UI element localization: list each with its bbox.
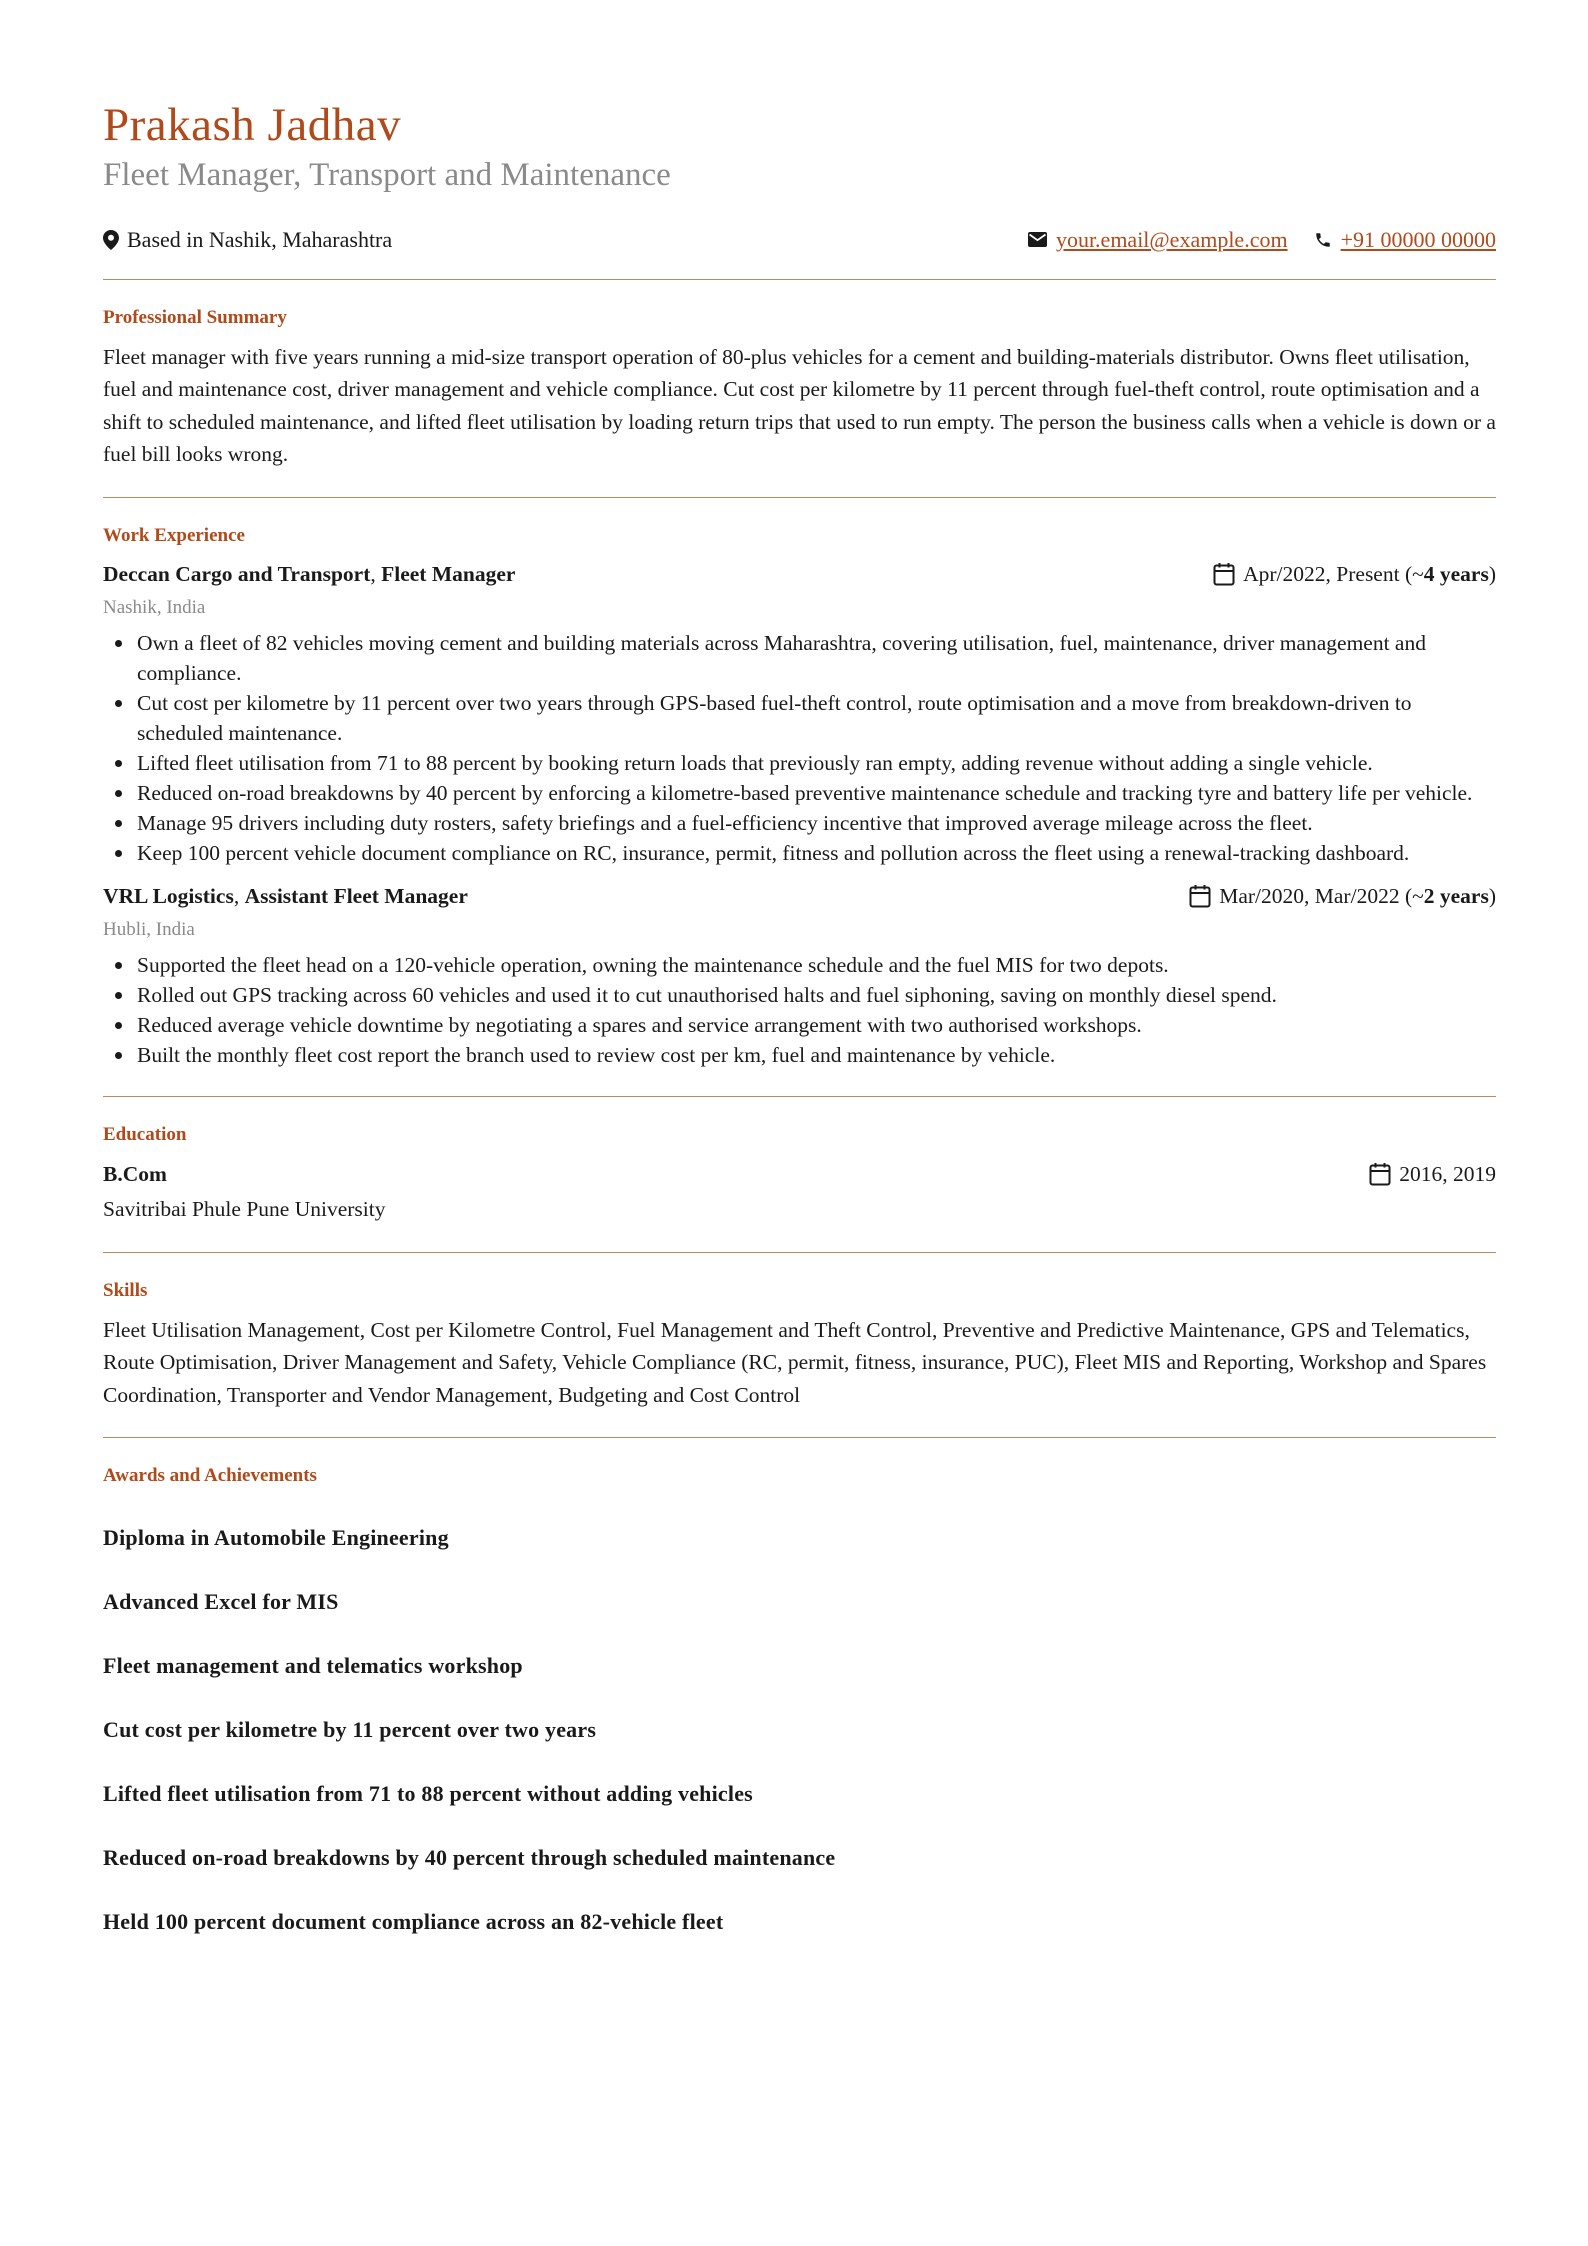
education-dates: [1369, 1158, 1496, 1190]
job-company: Deccan Cargo and Transport: [103, 562, 371, 587]
job-date-range: Apr/2022, Present (~: [1243, 562, 1424, 587]
list-item: Own a fleet of 82 vehicles moving cement and building materials across Maharashtra, covering utilisation, fuel, maintenance, driver management and compliance.: [103, 628, 1496, 688]
candidate-title: Fleet Manager, Transport and Maintenance: [103, 157, 671, 194]
job-duration: 2 years: [1423, 884, 1489, 909]
skills-text: Fleet Utilisation Management, Cost per Kilometre Control, Fuel Management and Theft Control, Preventive and Predictive Maintenance, GPS and Telematics, Route Optimisation, Driver Management and Safety, Vehicle Compliance (RC, permit, fitness, insurance, PUC), Fleet MIS and Reporting, Workshop and Spares Coordination, Transporter and Vendor Management, Budgeting and Cost Control: [103, 1317, 1487, 1407]
section-heading: Skills: [103, 1280, 148, 1301]
contact-row: [103, 227, 1496, 253]
location-item: [103, 227, 392, 253]
job-entry: [103, 558, 1496, 868]
summary-text: Fleet manager with five years running a mid-size transport operation of 80-plus vehicles for a cement and building-materials distributor. Owns fleet utilisation, fuel and maintenance cost, driver management and vehicle compliance. Cut cost per kilometre by 11 percent through fuel-theft control, route optimisation and a shift to scheduled maintenance, and lifted fleet utilisation by loading return trips that used to run empty. The person the business calls when a vehicle is down or a fuel bill looks wrong.: [103, 344, 1496, 467]
award-item: Fleet management and telematics workshop: [103, 1652, 523, 1678]
summary-section: [103, 280, 1496, 471]
calendar-icon: [1189, 884, 1211, 908]
candidate-name: Prakash Jadhav: [103, 99, 402, 151]
job-header: [103, 558, 1496, 590]
list-item: Keep 100 percent vehicle document compliance on RC, insurance, permit, fitness and pollution across the fleet using a renewal-tracking dashboard.: [103, 838, 1496, 868]
calendar-icon: [1213, 562, 1235, 586]
job-role: Assistant Fleet Manager: [244, 884, 468, 909]
job-title: Deccan Cargo and Transport, Fleet Manager: [103, 562, 516, 587]
education-degree: B.Com: [103, 1162, 167, 1186]
location-text: Based in Nashik, Maharashtra: [127, 226, 393, 252]
job-duration: 4 years: [1423, 562, 1489, 587]
email-item: [1028, 227, 1288, 253]
education-header: [103, 1158, 1496, 1190]
section-heading: Awards and Achievements: [103, 1465, 317, 1487]
list-item: Manage 95 drivers including duty rosters, safety briefings and a fuel-efficiency incentive that improved average mileage across the fleet.: [103, 808, 1496, 838]
experience-section: [103, 498, 1496, 1071]
job-dates: Apr/2022, Present (~ 4 years ): [1213, 558, 1496, 590]
job-bullets: [103, 950, 1496, 1070]
job-location: Nashik, India: [103, 597, 206, 619]
award-item: Advanced Excel for MIS: [103, 1588, 339, 1614]
job-bullets: [103, 628, 1496, 868]
list-item: Built the monthly fleet cost report the branch used to review cost per km, fuel and maintenance by vehicle.: [103, 1040, 1496, 1070]
job-header: [103, 880, 1496, 912]
award-item: Reduced on-road breakdowns by 40 percent through scheduled maintenance: [103, 1844, 836, 1870]
map-pin-icon: [103, 230, 119, 250]
job-role: Fleet Manager: [381, 562, 516, 587]
contact-links: [1002, 227, 1496, 253]
job-company: VRL Logistics: [103, 884, 234, 909]
award-item: Lifted fleet utilisation from 71 to 88 percent without adding vehicles: [103, 1780, 753, 1806]
phone-item: [1314, 227, 1496, 253]
phone-icon: [1314, 231, 1332, 249]
section-heading: Education: [103, 1124, 187, 1146]
mail-icon: [1028, 232, 1047, 247]
job-dates: Mar/2020, Mar/2022 (~ 2 years ): [1189, 880, 1496, 912]
section-heading: Professional Summary: [103, 306, 287, 328]
email-link[interactable]: your.email@example.com: [1055, 226, 1288, 252]
phone-link[interactable]: +91 00000 00000: [1340, 226, 1496, 252]
list-item: Lifted fleet utilisation from 71 to 88 percent by booking return loads that previously ran empty, adding revenue without adding a single vehicle.: [103, 748, 1496, 778]
skills-section: [103, 1253, 1496, 1411]
section-heading: Work Experience: [103, 524, 245, 546]
education-section: [103, 1097, 1496, 1226]
award-item: Cut cost per kilometre by 11 percent over two years: [103, 1716, 597, 1742]
list-item: Reduced average vehicle downtime by negotiating a spares and service arrangement with two authorised workshops.: [103, 1010, 1496, 1040]
list-item: Rolled out GPS tracking across 60 vehicles and used it to cut unauthorised halts and fuel siphoning, saving on monthly diesel spend.: [103, 980, 1496, 1010]
education-date-range: 2016, 2019: [1399, 1162, 1496, 1186]
job-location: Hubli, India: [103, 919, 195, 941]
job-date-range: Mar/2020, Mar/2022 (~: [1219, 884, 1424, 909]
resume-header: [103, 98, 1496, 253]
award-item: Diploma in Automobile Engineering: [103, 1524, 449, 1550]
awards-section: [103, 1438, 1496, 1937]
list-item: Reduced on-road breakdowns by 40 percent by enforcing a kilometre-based preventive maintenance schedule and tracking tyre and battery life per vehicle.: [103, 778, 1496, 808]
list-item: Supported the fleet head on a 120-vehicle operation, owning the maintenance schedule and the fuel MIS for two depots.: [103, 950, 1496, 980]
job-entry: [103, 880, 1496, 1070]
list-item: Cut cost per kilometre by 11 percent over two years through GPS-based fuel-theft control, route optimisation and a move from breakdown-driven to scheduled maintenance.: [103, 688, 1496, 748]
award-item: Held 100 percent document compliance across an 82-vehicle fleet: [103, 1908, 724, 1934]
education-institution: Savitribai Phule Pune University: [103, 1197, 386, 1221]
calendar-icon: [1369, 1162, 1391, 1186]
job-title: VRL Logistics, Assistant Fleet Manager: [103, 884, 468, 909]
